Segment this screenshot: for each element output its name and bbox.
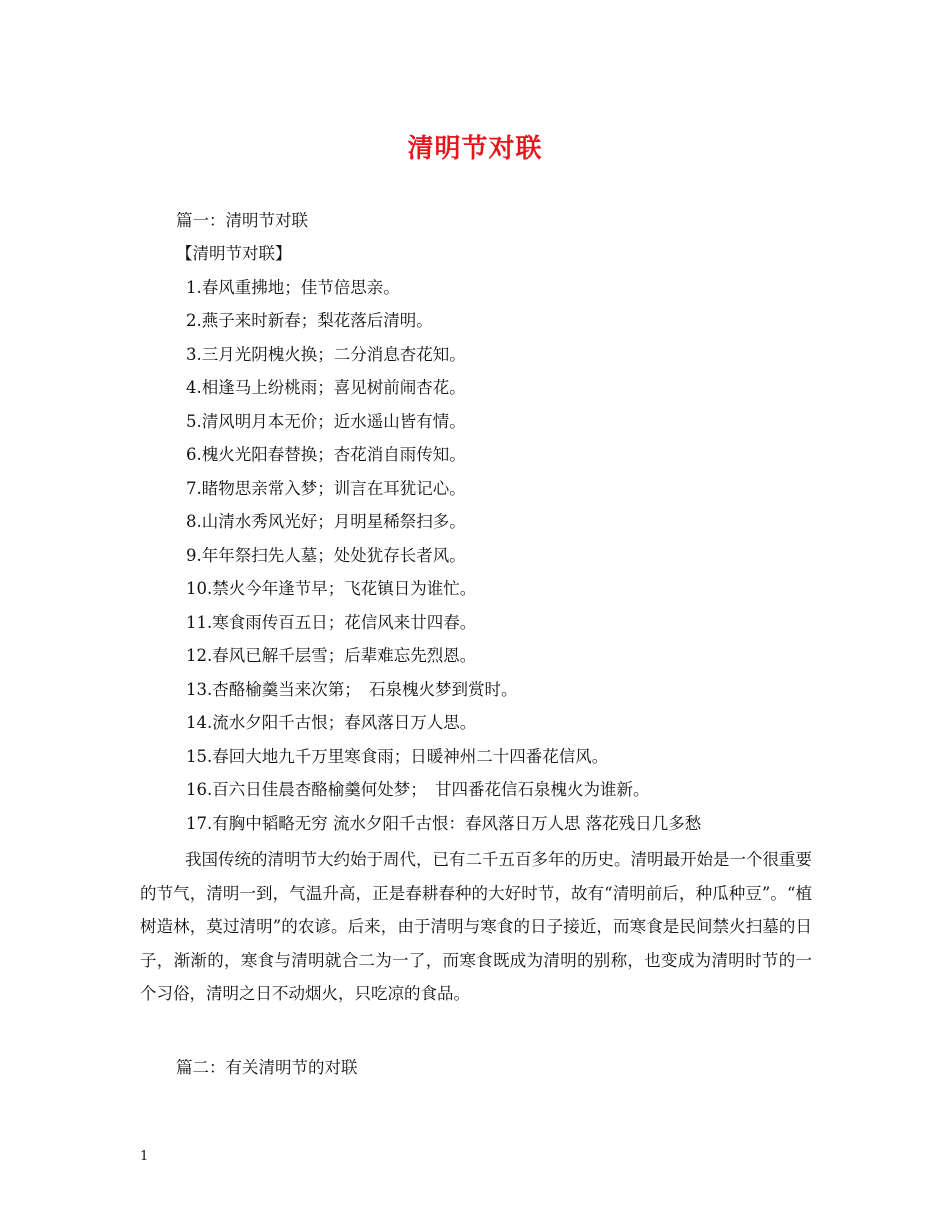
couplet-line: 11.寒食雨传百五日；花信风来廿四春。 [186,613,477,632]
couplet-line: 3.三月光阴槐火换；二分消息杏花知。 [186,345,466,364]
couplet-line: 16.百六日佳晨杏酪榆羹何处梦； 甘四番花信石泉槐火为谁新。 [186,780,650,799]
section-heading-2: 篇二：有关清明节的对联 [176,1058,358,1077]
couplet-line: 6.槐火光阳春替换；杏花消自雨传知。 [186,445,466,464]
bracket-heading: 【清明节对联】 [176,244,292,263]
couplet-line: 9.年年祭扫先人墓；处处犹存长者风。 [186,546,466,565]
page-number: 1 [140,1149,149,1164]
couplet-line: 5.清风明月本无价；近水遥山皆有情。 [186,412,466,431]
couplet-line: 15.春回大地九千万里寒食雨；日暖神州二十四番花信风。 [186,747,609,766]
couplet-line: 13.杏酪榆羹当来次第； 石泉槐火梦到赏时。 [186,680,518,699]
document-title: 清明节对联 [407,134,543,164]
history-paragraph: 我国传统的清明节大约始于周代，已有二千五百多年的历史。清明最开始是一个很重要的节气，清明一到，气温升高，正是春耕春种的大好时节，故有“清明前后，种瓜种豆”。“植树造林，莫过清明”的农谚。后来，由于清明与寒食的日子接近，而寒食是民间禁火扫墓的日子，渐渐的，寒食与清明就合二为一了，而寒食既成为清明的别称，也变成为清明时节的一个习俗，清明之日不动烟火，只吃凉的食品。 [140,850,812,1003]
couplet-line: 2.燕子来时新春；梨花落后清明。 [186,311,433,330]
couplet-line: 17.有胸中韬略无穷 流水夕阳千古恨：春风落日万人思 落花残日几多愁 [186,814,702,833]
couplet-line: 12.春风已解千层雪；后辈难忘先烈恩。 [186,646,477,665]
section-heading-1: 篇一：清明节对联 [176,211,308,230]
couplet-line: 1.春风重拂地；佳节倍思亲。 [186,278,400,297]
couplet-line: 7.睹物思亲常入梦；训言在耳犹记心。 [186,479,466,498]
couplet-line: 4.相逢马上纷桃雨；喜见树前闹杏花。 [186,378,466,397]
couplet-line: 8.山清水秀风光好；月明星稀祭扫多。 [186,512,466,531]
couplet-line: 10.禁火今年逢节早；飞花镇日为谁忙。 [186,579,477,598]
couplet-line: 14.流水夕阳千古恨；春风落日万人思。 [186,713,477,732]
